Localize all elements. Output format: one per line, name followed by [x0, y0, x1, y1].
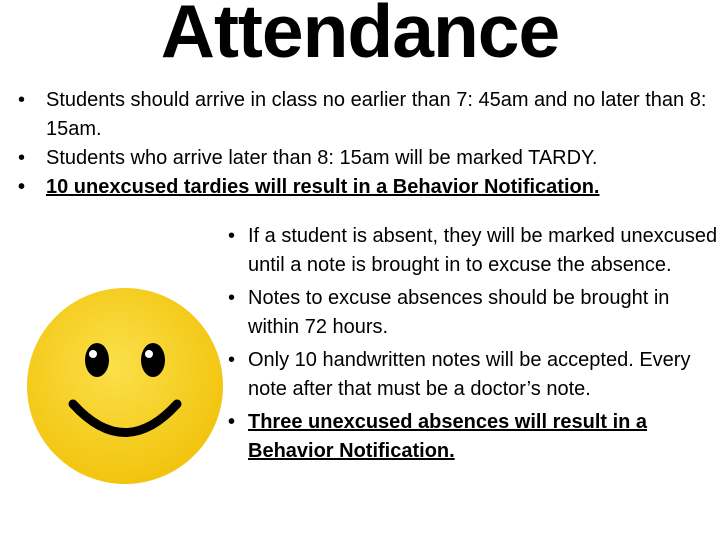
- list-item: • If a student is absent, they will be marked unexcused until a note is brought in to excuse the absence.: [228, 222, 718, 280]
- list-item: • Notes to excuse absences should be brought in within 72 hours.: [228, 284, 718, 342]
- smiley-face: [27, 288, 223, 484]
- list-item: • Three unexcused absences will result in a Behavior Notification.: [228, 408, 718, 466]
- right-bullet-list: [228, 222, 718, 470]
- list-item: • Students should arrive in class no earlier than 7: 45am and no later than 8: 15am.: [18, 86, 718, 144]
- list-item: • 10 unexcused tardies will result in a Behavior Notification.: [18, 173, 718, 202]
- list-item: • Only 10 handwritten notes will be accepted. Every note after that must be a doctor’s note.: [228, 346, 718, 404]
- smiley-face-icon: [25, 286, 225, 486]
- list-item: • Students who arrive later than 8: 15am will be marked TARDY.: [18, 144, 718, 173]
- smiley-left-eye: [85, 343, 109, 377]
- smiley-right-eye: [141, 343, 165, 377]
- page-title: Attendance: [160, 0, 560, 73]
- top-bullet-list: [18, 86, 718, 202]
